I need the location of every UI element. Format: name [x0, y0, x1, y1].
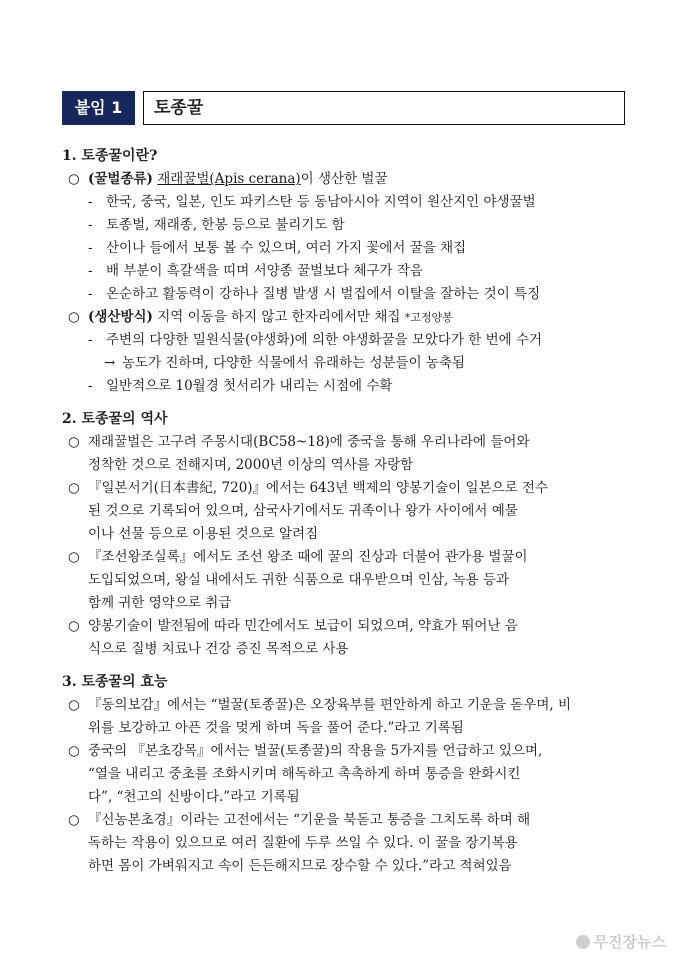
arrow-icon: →	[104, 355, 116, 371]
bee-detail-text: 한국, 중국, 일본, 인도 파키스탄 등 동남아시아 지역이 원산지인 야생꿀벌	[106, 194, 536, 210]
history-line: 재래꿀벌은 고구려 주몽시대(BC58~18)에 중국을 통해 우리나라에 들어와	[88, 434, 530, 450]
section-2-title: 2. 토종꿀의 역사	[62, 411, 168, 427]
section-1-title: 1. 토종꿀이란?	[62, 148, 158, 164]
bee-detail-item	[62, 191, 617, 214]
circle-bullet: ○	[68, 549, 80, 565]
dash-bullet: -	[88, 286, 93, 302]
method-detail-text: 일반적으로 10월경 첫서리가 내리는 시점에 수확	[106, 378, 393, 394]
dash-bullet: -	[88, 378, 93, 394]
production-method-label: (생산방식)	[88, 309, 153, 325]
bee-detail-text: 토종벌, 재래종, 한봉 등으로 불리기도 함	[106, 217, 345, 233]
bee-detail-item	[62, 214, 617, 237]
method-result-text: 농도가 진하며, 다양한 식물에서 유래하는 성분들이 농축됨	[122, 355, 466, 371]
history-line: 된 것으로 기록되어 있으며, 삼국사기에서도 귀족이나 왕가 사이에서 예물	[88, 503, 518, 519]
history-line: 이나 선물 등으로 이용된 것으로 알려짐	[88, 526, 319, 542]
production-method-text: 지역 이동을 하지 않고 한자리에서만 채집	[157, 309, 401, 325]
method-detail-text: 주변의 다양한 밀원식물(야생화)에 의한 야생화꿀을 모았다가 한 번에 수거	[106, 332, 543, 348]
section-3-title: 3. 토종꿀의 효능	[62, 674, 168, 690]
document-body	[62, 145, 617, 878]
bee-detail-item	[62, 237, 617, 260]
circle-bullet: ○	[68, 618, 80, 634]
dash-bullet: -	[88, 194, 93, 210]
history-line: 식으로 질병 치료나 건강 증진 목적으로 사용	[88, 641, 349, 657]
history-line: 『일본서기(日本書紀, 720)』에서는 643년 백제의 양봉기술이 일본으로 전수	[88, 480, 549, 496]
history-line: 정착한 것으로 전해지며, 2000년 이상의 역사를 자랑함	[88, 457, 414, 473]
history-line: 도입되었으며, 왕실 내에서도 귀한 식품으로 대우받으며 인삼, 녹용 등과	[88, 572, 510, 588]
production-method-note: *고정양봉	[404, 311, 453, 324]
history-item	[62, 477, 617, 546]
circle-bullet: ○	[68, 697, 80, 713]
circle-bullet: ○	[68, 480, 80, 496]
watermark-text: 무진장뉴스	[593, 933, 666, 951]
circle-bullet: ○	[68, 309, 80, 325]
bee-species: 재래꿀벌(Apis cerana)	[157, 171, 301, 187]
dash-bullet: -	[88, 263, 93, 279]
efficacy-line: 『동의보감』에서는 “벌꿀(토종꿀)은 오장육부를 편안하게 하고 기운을 돋우며, 비	[88, 697, 572, 713]
history-line: 『조선왕조실록』에서도 조선 왕조 때에 꿀의 진상과 더불어 관가용 벌꿀이	[88, 549, 528, 565]
bee-detail-item	[62, 283, 617, 306]
circle-bullet: ○	[68, 743, 80, 759]
dash-bullet: -	[88, 217, 93, 233]
efficacy-line: 위를 보강하고 아픈 것을 멎게 하며 독을 풀어 준다.”라고 기록됨	[88, 720, 464, 736]
efficacy-line: 하면 몸이 가벼워지고 속이 든든해지므로 장수할 수 있다.”라고 적혀있음	[88, 858, 512, 874]
dash-bullet: -	[88, 332, 93, 348]
bee-type-tail: 이 생산한 벌꿀	[300, 171, 388, 187]
attachment-title: 토종꿀	[143, 91, 625, 125]
history-item	[62, 546, 617, 615]
bee-type-item	[62, 168, 617, 191]
circle-bullet: ○	[68, 812, 80, 828]
method-detail-item	[62, 329, 617, 352]
dash-bullet: -	[88, 240, 93, 256]
history-item	[62, 615, 617, 661]
efficacy-line: 『신농본초경』이라는 고전에서는 “기운을 북돋고 통증을 그치도록 하며 해	[88, 812, 531, 828]
watermark	[576, 931, 666, 952]
efficacy-item	[62, 809, 617, 878]
history-line: 함께 귀한 영약으로 취급	[88, 595, 232, 611]
efficacy-line: 다”, “천고의 신방이다.”라고 기록됨	[88, 789, 300, 805]
bee-detail-item	[62, 260, 617, 283]
history-line: 양봉기술이 발전됨에 따라 민간에서도 보급이 되었으며, 약효가 뛰어난 음	[88, 618, 518, 634]
production-method-item	[62, 306, 617, 329]
method-result-item	[62, 352, 617, 375]
efficacy-line: “열을 내리고 중초를 조화시키며 해독하고 촉촉하게 하며 통증을 완화시킨	[88, 766, 521, 782]
attachment-header	[62, 91, 615, 125]
method-detail-item	[62, 375, 617, 398]
bee-detail-text: 배 부분이 흑갈색을 띠며 서양종 꿀벌보다 체구가 작음	[106, 263, 423, 279]
circle-bullet: ○	[68, 434, 80, 450]
attachment-tag: 붙임 1	[62, 91, 135, 125]
history-item	[62, 431, 617, 477]
watermark-logo-icon	[576, 935, 590, 949]
efficacy-item	[62, 694, 617, 740]
circle-bullet: ○	[68, 171, 80, 187]
efficacy-item	[62, 740, 617, 809]
bee-type-label: (꿀벌종류)	[88, 171, 153, 187]
efficacy-line: 중국의 『본초강목』에서는 벌꿀(토종꿀)의 작용을 5가지를 언급하고 있으며,	[88, 743, 543, 759]
efficacy-line: 독하는 작용이 있으므로 여러 질환에 두루 쓰일 수 있다. 이 꿀을 장기복용	[88, 835, 518, 851]
bee-detail-text: 산이나 들에서 보통 볼 수 있으며, 여러 가지 꽃에서 꿀을 채집	[106, 240, 467, 256]
bee-detail-text: 온순하고 활동력이 강하나 질병 발생 시 벌집에서 이탈을 잘하는 것이 특징	[106, 286, 541, 302]
